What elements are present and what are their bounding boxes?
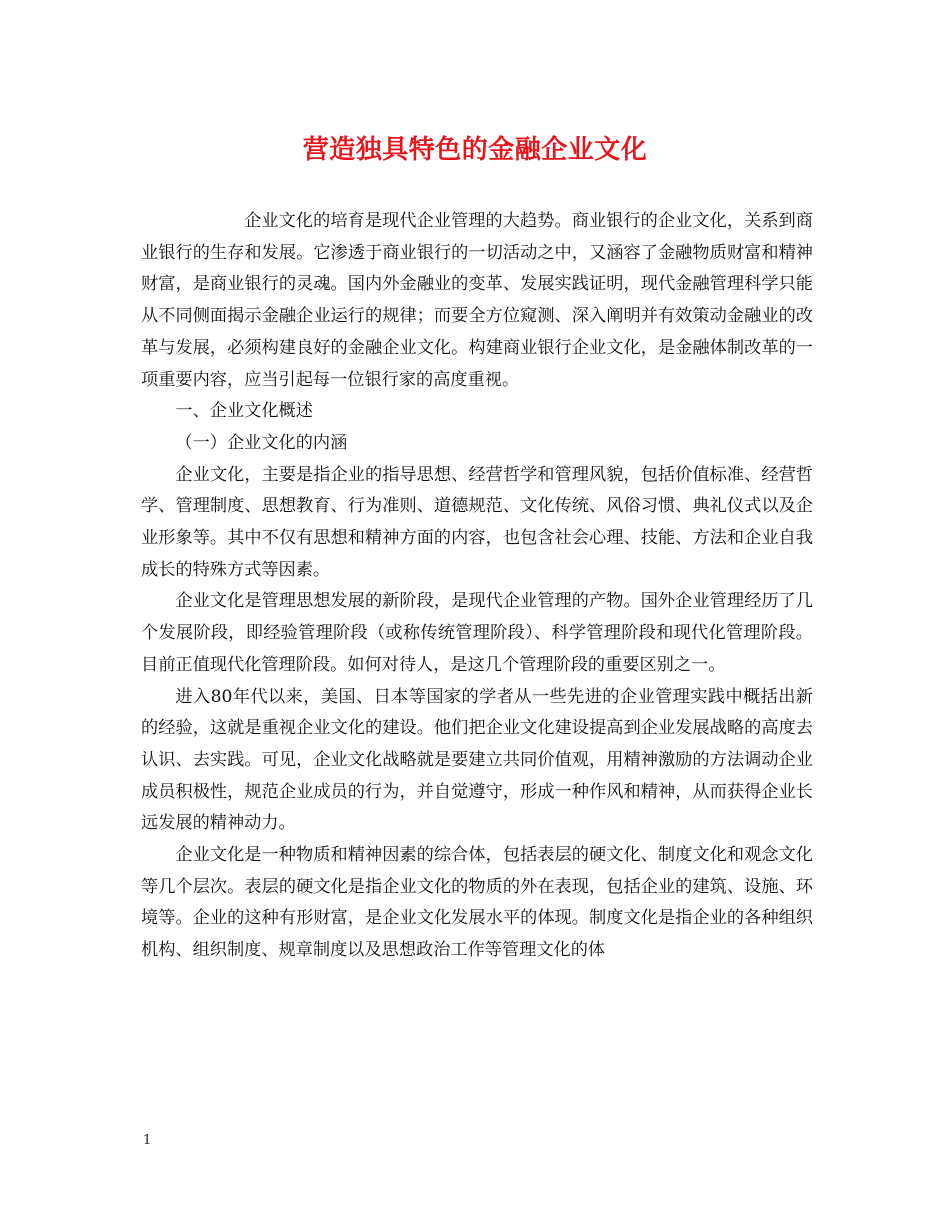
document-title: 营造独具特色的金融企业文化 <box>302 135 648 165</box>
section-heading: 一、企业文化概述 <box>175 401 313 422</box>
subsection-heading: （一）企业文化的内涵 <box>175 432 348 453</box>
page-number: 1 <box>143 1133 152 1148</box>
paragraph-definition: 企业文化，主要是指企业的指导思想、经营哲学和管理风貌，包括价值标准、经营哲学、管理制度、思想教育、行为准则、道德规范、文化传统、风俗习惯、典礼仪式以及企业形象等。其中不仅有思想和精神方面的内容，也包含社会心理、技能、方法和企业自我成长的特殊方式等因素。 <box>141 464 813 580</box>
document-body <box>141 206 813 967</box>
paragraph-stages: 企业文化是管理思想发展的新阶段，是现代企业管理的产物。国外企业管理经历了几个发展阶段，即经验管理阶段（或称传统管理阶段）、科学管理阶段和现代化管理阶段。目前正值现代化管理阶段。如何对待人，是这几个管理阶段的重要区别之一。 <box>141 591 813 675</box>
paragraph-layers: 企业文化是一种物质和精神因素的综合体，包括表层的硬文化、制度文化和观念文化等几个层次。表层的硬文化是指企业文化的物质的外在表现，包括企业的建筑、设施、环境等。企业的这种有形财富，是企业文化发展水平的体现。制度文化是指企业的各种组织机构、组织制度、规章制度以及思想政治工作等管理文化的体 <box>141 845 813 961</box>
paragraph-eighties: 进入80年代以来，美国、日本等国家的学者从一些先进的企业管理实践中概括出新的经验，这就是重视企业文化的建设。他们把企业文化建设提高到企业发展战略的高度去认识、去实践。可见，企业文化战略就是要建立共同价值观，用精神激励的方法调动企业成员积极性，规范企业成员的行为，并自觉遵守，形成一种作风和精神，从而获得企业长远发展的精神动力。 <box>141 686 813 834</box>
paragraph-intro: 企业文化的培育是现代企业管理的大趋势。商业银行的企业文化，关系到商业银行的生存和发展。它渗透于商业银行的一切活动之中，又涵容了金融物质财富和精神财富，是商业银行的灵魂。国内外金融业的变革、发展实践证明，现代金融管理科学只能从不同侧面揭示金融企业运行的规律；而要全方位窥测、深入阐明并有效策动金融业的改革与发展，必须构建良好的金融企业文化。构建商业银行企业文化，是金融体制改革的一项重要内容，应当引起每一位银行家的高度重视。 <box>141 211 813 390</box>
